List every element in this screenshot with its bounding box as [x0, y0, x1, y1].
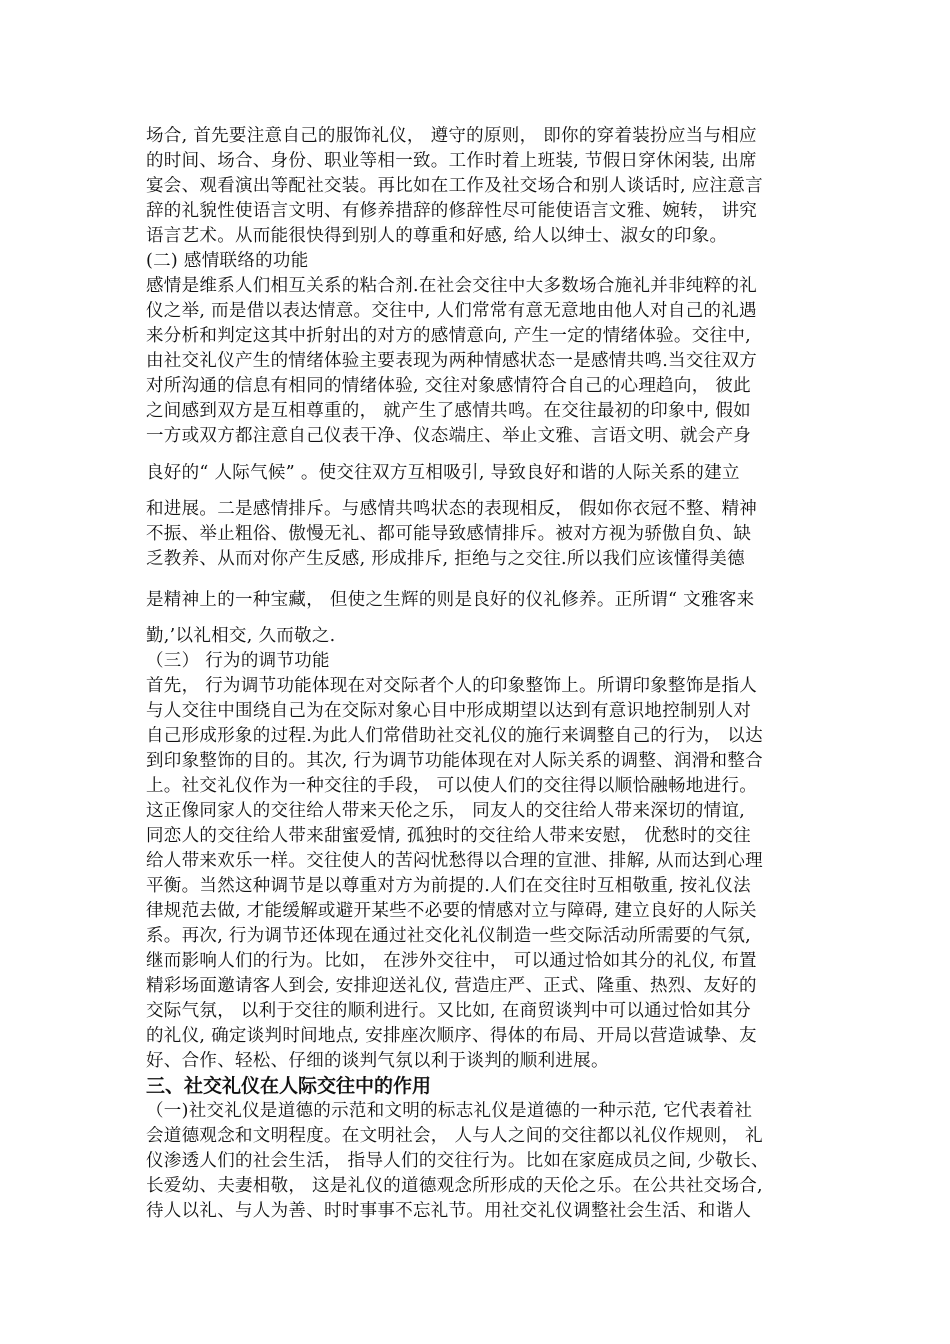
text-line: 和进展。二是感情排斥。与感情共鸣状态的表现相反， 假如你衣冠不整、精神: [146, 499, 758, 519]
text-line: 仪之举, 而是借以表达情意。交往中, 人们常常有意无意地由他人对自己的礼遇: [146, 301, 757, 321]
text-line: 精彩场面邀请客人到会, 安排迎送礼仪, 营造庄严、正式、隆重、热烈、友好的: [146, 976, 757, 996]
text-line: 勤,’以礼相交, 久而敬之.: [146, 626, 336, 646]
text-line: 辞的礼貌性使语言文明、有修养措辞的修辞性尽可能使语言文雅、婉转， 讲究: [146, 201, 758, 221]
text-line: 感情是维系人们相互关系的粘合剂.在社会交往中大多数场合施礼并非纯粹的礼: [146, 276, 758, 296]
section-heading: (二) 感情联络的功能: [146, 251, 309, 271]
text-line: 长爱幼、夫妻相敬， 这是礼仪的道德观念所形成的天伦之乐。在公共社交场合,: [146, 1176, 763, 1196]
text-line: 的时间、场合、身份、职业等相一致。工作时着上班装, 节假日穿休闲装, 出席: [146, 151, 757, 171]
text-line: 给人带来欢乐一样。交往使人的苦闷忧愁得以合理的宣泄、排解, 从而达到心理: [146, 851, 763, 871]
text-line: 律规范去做, 才能缓解或避开某些不必要的情感对立与障碍, 建立良好的人际关: [146, 901, 757, 921]
text-line: 一方或双方都注意自己仪表干净、仪态端庄、举止文雅、言语文明、就会产身: [146, 426, 752, 446]
chapter-heading: 三、社交礼仪在人际交往中的作用: [146, 1075, 432, 1097]
text-line: 是精神上的一种宝藏， 但使之生辉的则是良好的仪礼修养。正所谓“ 文雅客来: [146, 590, 755, 610]
text-line: 乏教养、从而对你产生反感, 形成排斥, 拒绝与之交往.所以我们应该懂得美德: [146, 549, 745, 569]
text-line: 会道德观念和文明程度。在文明社会， 人与人之间的交往都以礼仪作规则， 礼: [146, 1126, 763, 1146]
text-line: 之间感到双方是互相尊重的， 就产生了感情共鸣。在交往最初的印象中, 假如: [146, 401, 751, 421]
text-line: 系。再次, 行为调节还体现在通过社交化礼仪制造一些交际活动所需要的气氛,: [146, 926, 751, 946]
text-line: 这正像同家人的交往给人带来天伦之乐， 同友人的交往给人带来深切的情谊,: [146, 801, 746, 821]
text-line: 宴会、观看演出等配社交装。再比如在工作及社交场合和别人谈话时, 应注意言: [146, 176, 763, 196]
text-line: 上。社交礼仪作为一种交往的手段， 可以使人们的交往得以顺恰融畅地进行。: [146, 776, 758, 796]
text-line: 与人交往中围绕自己为在交际对象心目中形成期望以达到有意识地控制别人对: [146, 701, 752, 721]
text-line: 对所沟通的信息有相同的情绪体验, 交往对象感情符合自己的心理趋向， 彼此: [146, 376, 751, 396]
text-line: 的礼仪, 确定谈判时间地点, 安排座次顺序、得体的布局、开局以营造诚挚、友: [146, 1026, 757, 1046]
text-line: 到印象整饰的目的。其次, 行为调节功能体现在对人际关系的调整、润滑和整合: [146, 751, 763, 771]
text-line: 自己形成形象的过程.为此人们常借助社交礼仪的施行来调整自己的行为， 以达: [146, 726, 763, 746]
text-line: 不振、举止粗俗、傲慢无礼、都可能导致感情排斥。被对方视为骄傲自负、缺: [146, 524, 752, 544]
text-line: 待人以礼、与人为善、时时事事不忘礼节。用社交礼仪调整社会生活、和谐人: [146, 1201, 752, 1221]
text-line: 好、合作、轻松、仔细的谈判气氛以利于谈判的顺利进展。: [146, 1051, 609, 1071]
text-line: 同恋人的交往给人带来甜蜜爱情, 孤独时的交往给人带来安慰， 优愁时的交往: [146, 826, 751, 846]
text-line: （一)社交礼仪是道德的示范和文明的标志礼仪是道德的一种示范, 它代表着社: [146, 1101, 753, 1121]
text-line: 交际气氛， 以利于交往的顺利进行。又比如, 在商贸谈判中可以通过恰如其分: [146, 1001, 751, 1021]
text-line: 由社交礼仪产生的情绪体验主要表现为两种情感状态一是感情共鸣.当交往双方: [146, 351, 758, 371]
section-heading: （三） 行为的调节功能: [146, 651, 330, 671]
text-line: 首先， 行为调节功能体现在对交际者个人的印象整饰上。所谓印象整饰是指人: [146, 676, 758, 696]
text-line: 场合, 首先要注意自己的服饰礼仪， 遵守的原则， 即你的穿着装扮应当与相应: [146, 126, 757, 146]
text-line: 继而影响人们的行为。比如， 在涉外交往中， 可以通过恰如其分的礼仪, 布置: [146, 951, 757, 971]
text-line: 仪渗透人们的社会生活， 指导人们的交往行为。比如在家庭成员之间, 少敬长、: [146, 1151, 769, 1171]
text-line: 良好的“ 人际气候” 。使交往双方互相吸引, 导致良好和谐的人际关系的建立: [146, 463, 740, 483]
text-line: 语言艺术。从而能很快得到别人的尊重和好感, 给人以绅士、淑女的印象。: [146, 226, 728, 246]
text-line: 来分析和判定这其中折射出的对方的感情意向, 产生一定的情绪体验。交往中,: [146, 326, 751, 346]
text-line: 平衡。当然这种调节是以尊重对方为前提的.人们在交往时互相敬重, 按礼仪法: [146, 876, 751, 896]
